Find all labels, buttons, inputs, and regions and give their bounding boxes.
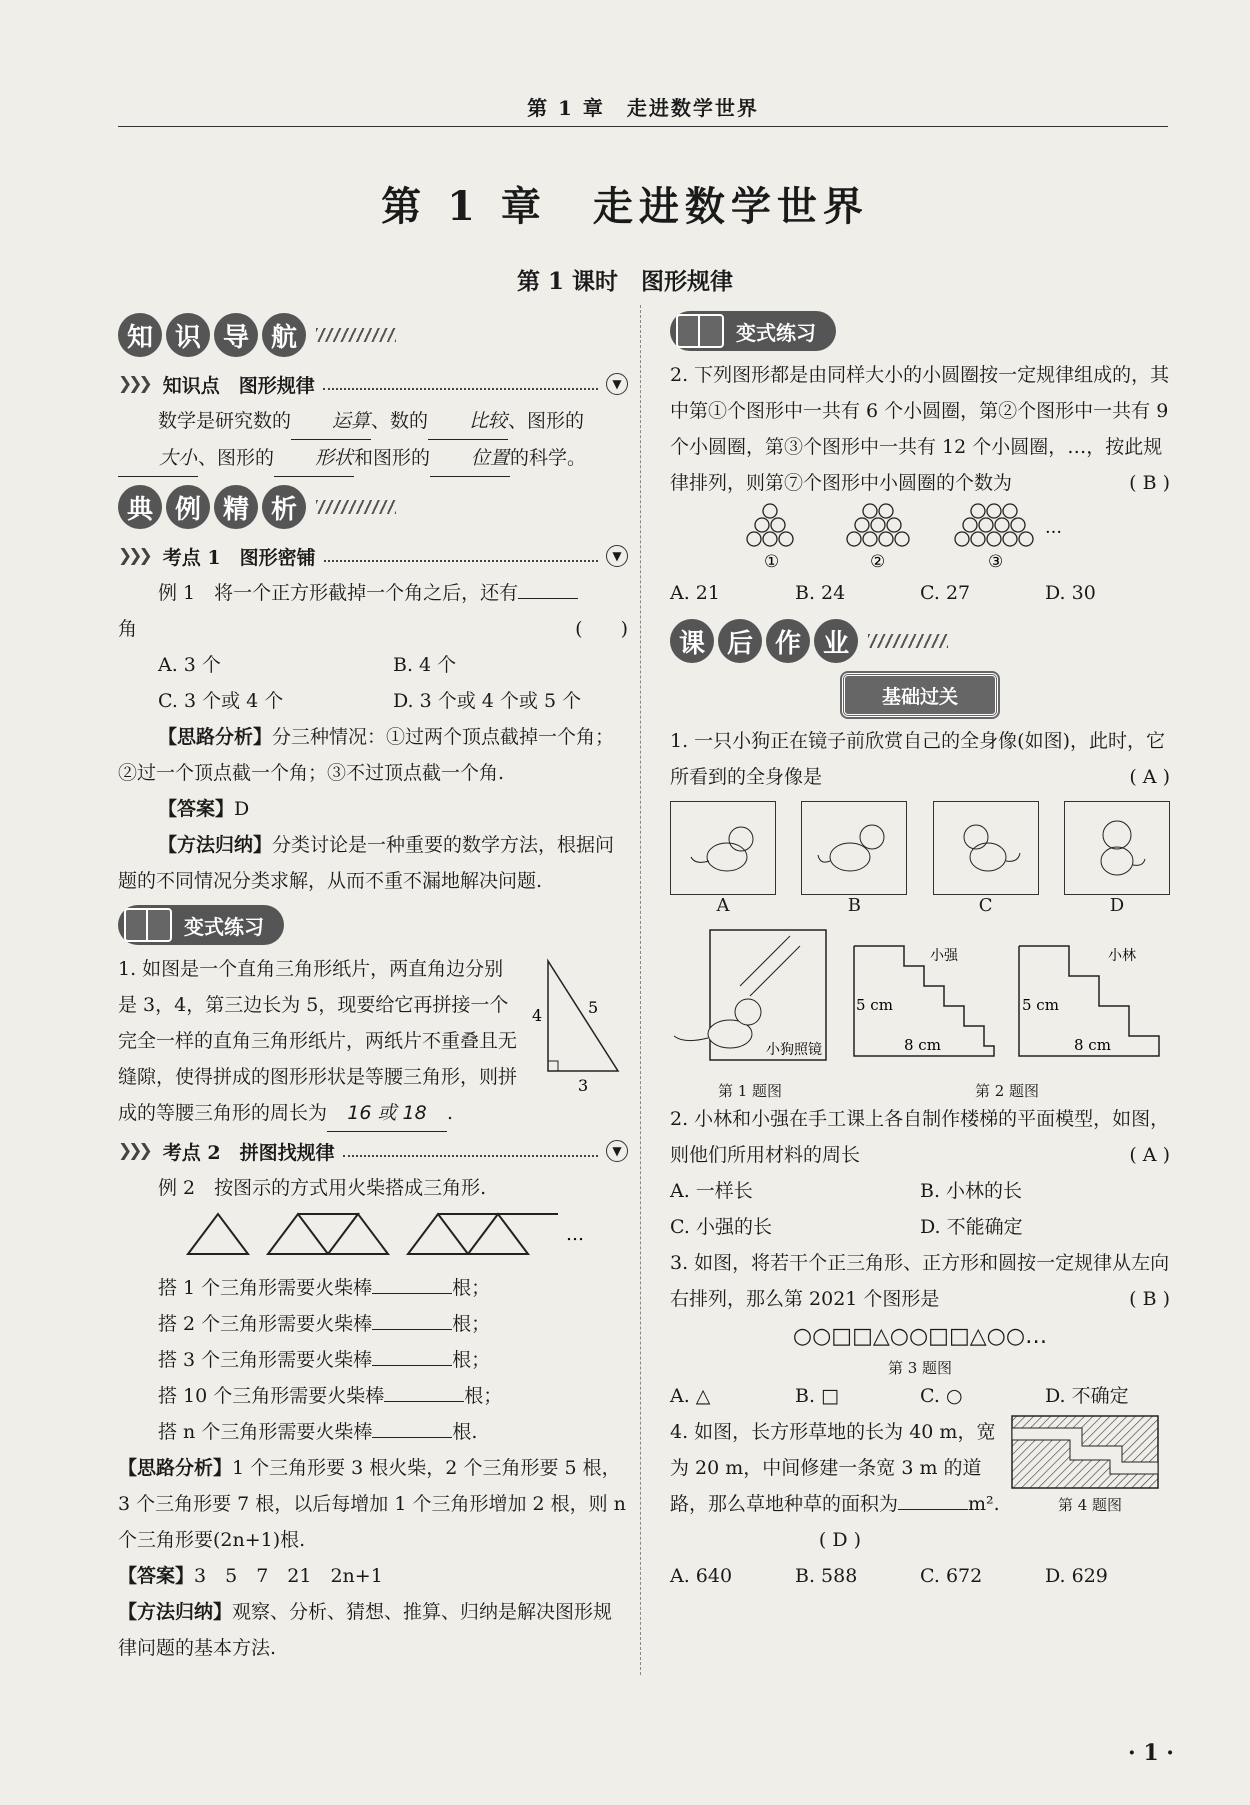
tri-label-3: 3 — [578, 1076, 589, 1095]
kp-answer: 运算 — [291, 403, 371, 440]
tri-label-5: 5 — [588, 998, 599, 1017]
example-2-answer: 【答案】3 5 7 21 2n+1 — [118, 1565, 383, 1587]
banner-examples — [118, 481, 628, 533]
example-2-method: 【方法归纳】观察、分析、猜想、推算、归纳是解决图形规律问题的基本方法. — [118, 1601, 613, 1659]
example-1-options-row2: C. 3 个或 4 个 D. 3 个或 4 个或 5 个 — [158, 690, 582, 712]
banner-char: 导 — [214, 313, 258, 357]
chevron-down-icon: ▼ — [606, 373, 628, 395]
practice-2-options: A. 21 B. 24 C. 27 D. 30 — [670, 582, 1096, 604]
banner-char: 知 — [118, 313, 162, 357]
header-rule — [118, 126, 1168, 127]
kp-answer: 大小 — [118, 440, 198, 477]
book-icon — [676, 314, 724, 348]
hatch-decoration — [316, 500, 396, 514]
q1-question: 1. 一只小狗正在镜子前欣赏自己的全身像(如图)，此时，它所看到的全身像是 ( A ) — [670, 723, 1170, 795]
kp-answer: 位置 — [430, 440, 510, 477]
q2-question: 2. 小林和小强在手工课上各自制作楼梯的平面模型，如图，则他们所用材料的周长 ( A ) — [670, 1101, 1170, 1173]
q2-options-row1: A. 一样长 B. 小林的长 — [670, 1180, 1023, 1202]
example-2-line: 搭 10 个三角形需要火柴棒 根； — [158, 1385, 503, 1407]
svg-text:小林: 小林 — [1108, 948, 1136, 964]
banner-char: 精 — [214, 485, 258, 529]
dog-option-c: C — [933, 801, 1039, 916]
practice-pill: 变式练习 — [118, 905, 284, 945]
practice-1 — [118, 951, 628, 1132]
q3-question: 3. 如图，将若干个正三角形、正方形和圆按一定规律从左向右排列，那么第 2021 个图形是 ( B ) — [670, 1245, 1170, 1317]
banner-knowledge — [118, 309, 628, 361]
practice-2-answer: ( B ) — [1129, 472, 1170, 494]
example-1-options-row1: A. 3 个 B. 4 个 — [158, 654, 457, 676]
lawn-figure — [1010, 1414, 1160, 1490]
q4-block — [670, 1414, 1170, 1558]
tri-label-4: 4 — [532, 1006, 543, 1025]
q2-answer: ( A ) — [1129, 1144, 1170, 1166]
chevron-down-icon: ▼ — [606, 545, 628, 567]
dog-icon — [1064, 801, 1170, 895]
figure-ellipsis: … — [566, 1224, 584, 1245]
kp-answer: 比较 — [428, 403, 508, 440]
example-2-analysis: 【思路分析】1 个三角形要 3 根火柴，2 个三角形要 5 根，3 个三角形要 7 根，以后每增加 1 个三角形增加 2 根，则 n 个三角形要(2n+1)根. — [118, 1457, 626, 1551]
practice-pill: 变式练习 — [670, 311, 836, 351]
column-divider — [640, 305, 641, 1675]
chevrons-icon: ❯❯❯ — [118, 374, 149, 394]
practice-1-question: 1. 如图是一个直角三角形纸片，两直角边分别是 3，4，第三边长为 5，现要给它再拼接一个完全一样的直角三角形纸片，两纸片不重叠且无缝隙，使得拼成的图形形状是等腰三角形，则拼成的等腰三角形的周长为 16 或 18 . — [118, 951, 518, 1132]
dog-icon — [933, 801, 1039, 895]
dog-options — [670, 801, 1170, 916]
svg-text:③: ③ — [988, 552, 1004, 571]
svg-text:①: ① — [764, 552, 780, 571]
svg-text:小狗照镜: 小狗照镜 — [766, 1042, 822, 1058]
banner-char: 例 — [166, 485, 210, 529]
q1-answer: ( A ) — [1129, 766, 1170, 788]
svg-text:小强: 小强 — [930, 948, 958, 964]
knowledge-point-bar — [118, 365, 628, 403]
banner-char: 后 — [718, 619, 762, 663]
figure-3-caption: 第 3 题图 — [887, 1359, 953, 1377]
banner-char: 课 — [670, 619, 714, 663]
page-number: · 1 · — [1128, 1740, 1174, 1766]
book-icon — [124, 908, 172, 942]
example-2-question: 例 2 按图示的方式用火柴搭成三角形. — [158, 1177, 487, 1199]
banner-homework — [670, 615, 1170, 667]
chevron-down-icon: ▼ — [606, 1140, 628, 1162]
dot-leader — [343, 1145, 598, 1157]
basic-level-label: 基础过关 — [842, 673, 998, 717]
banner-char: 典 — [118, 485, 162, 529]
left-column — [118, 305, 628, 1666]
figure-2-caption: 第 2 题图 — [974, 1082, 1040, 1100]
svg-text:5 cm: 5 cm — [856, 996, 893, 1014]
kp-paragraph: 数学是研究数的 运算、数的 比较、图形的 大小、图形的 形状和图形的 位置的科学。 — [118, 403, 628, 477]
example-2-line: 搭 2 个三角形需要火柴棒 根； — [158, 1313, 491, 1335]
dog-icon — [801, 801, 907, 895]
topic-bar-2: ❯❯❯ 考点 2 拼图找规律 ▼ — [118, 1132, 628, 1170]
q4-text — [670, 1414, 1010, 1558]
banner-char: 析 — [262, 485, 306, 529]
dog-option-b: B — [801, 801, 907, 916]
figures-1-2 — [670, 926, 1170, 1101]
example-1-method: 【方法归纳】分类讨论是一种重要的数学方法，根据问题的不同情况分类求解，从而不重不漏地解决问题. — [118, 834, 615, 892]
example-1-question-cont: 角 ( ) — [118, 618, 628, 640]
topic-bar-1: ❯❯❯ 考点 1 图形密铺 ▼ — [118, 537, 628, 575]
example-2-line: 搭 3 个三角形需要火柴棒 根； — [158, 1349, 491, 1371]
svg-text:8 cm: 8 cm — [904, 1036, 941, 1054]
q4-answer: ( D ) — [818, 1529, 862, 1551]
example-1-analysis: 【思路分析】分三种情况：①过两个顶点截掉一个角；②过一个顶点截一个角；③不过顶点截一个角. — [118, 726, 615, 784]
svg-text:5 cm: 5 cm — [1022, 996, 1059, 1014]
matchstick-figure — [118, 1206, 598, 1266]
hatch-decoration — [868, 634, 948, 648]
dot-leader — [323, 378, 598, 390]
example-2-line: 搭 n 个三角形需要火柴棒 根. — [158, 1421, 478, 1443]
dot-leader — [324, 550, 598, 562]
kp-label: 知识点 图形规律 — [162, 374, 315, 397]
shape-sequence: ○○□□△○○□□△○○… — [792, 1324, 1048, 1349]
figure-4-caption: 第 4 题图 — [1057, 1496, 1123, 1514]
right-column — [670, 305, 1170, 1594]
svg-text:②: ② — [870, 552, 886, 571]
hatch-decoration — [316, 328, 396, 342]
stairs-figure — [844, 926, 1164, 1076]
lesson-title: 第 1 课时 图形规律 — [516, 268, 734, 295]
banner-char: 业 — [814, 619, 858, 663]
chevrons-icon: ❯❯❯ — [118, 1141, 149, 1161]
figure-2 — [844, 926, 1170, 1101]
circle-pattern-figure — [670, 501, 1170, 571]
dog-icon — [670, 801, 776, 895]
chevrons-icon: ❯❯❯ — [118, 546, 149, 566]
q4-question: 4. 如图，长方形草地的长为 40 m，宽为 20 m，中间修建一条宽 3 m 的道路，那么草地种草的面积为 m². — [670, 1421, 1000, 1515]
practice-1-answer: 16 或 18 — [327, 1095, 447, 1132]
example-2-line: 搭 1 个三角形需要火柴棒 根； — [158, 1277, 491, 1299]
right-triangle-figure — [518, 951, 628, 1101]
q3-options: A. △ B. □ C. ○ D. 不确定 — [670, 1385, 1129, 1407]
banner-char: 作 — [766, 619, 810, 663]
example-1-answer: 【答案】D — [158, 798, 250, 820]
mirror-dog-figure — [670, 926, 830, 1076]
figure-1-caption: 第 1 题图 — [717, 1082, 783, 1100]
svg-text:8 cm: 8 cm — [1074, 1036, 1111, 1054]
dog-option-d: D — [1064, 801, 1170, 916]
dog-option-a: A — [670, 801, 776, 916]
example-1-question: 例 1 将一个正方形截掉一个角之后，还有 — [118, 575, 628, 611]
chapter-title: 第 1 章 走进数学世界 — [381, 183, 869, 230]
q3-answer: ( B ) — [1129, 1288, 1170, 1310]
running-header: 第 1 章 走进数学世界 — [527, 96, 759, 120]
practice-2-question: 2. 下列图形都是由同样大小的小圆圈按一定规律组成的，其中第①个图形中一共有 6 个小圆圈，第②个图形中一共有 9 个小圆圈，第③个图形中一共有 12 个小圆圈，…，按此规律排列，则第⑦个图形中小圆圈的个数为 ( B ) — [670, 357, 1170, 501]
q2-options-row2: C. 小强的长 D. 不能确定 — [670, 1216, 1023, 1238]
kp-answer: 形状 — [274, 440, 354, 477]
banner-char: 航 — [262, 313, 306, 357]
svg-text:…: … — [1045, 518, 1062, 538]
figure-1 — [670, 926, 830, 1101]
q4-options: A. 640 B. 588 C. 672 D. 629 — [670, 1565, 1108, 1587]
figure-4 — [1010, 1414, 1170, 1558]
banner-char: 识 — [166, 313, 210, 357]
